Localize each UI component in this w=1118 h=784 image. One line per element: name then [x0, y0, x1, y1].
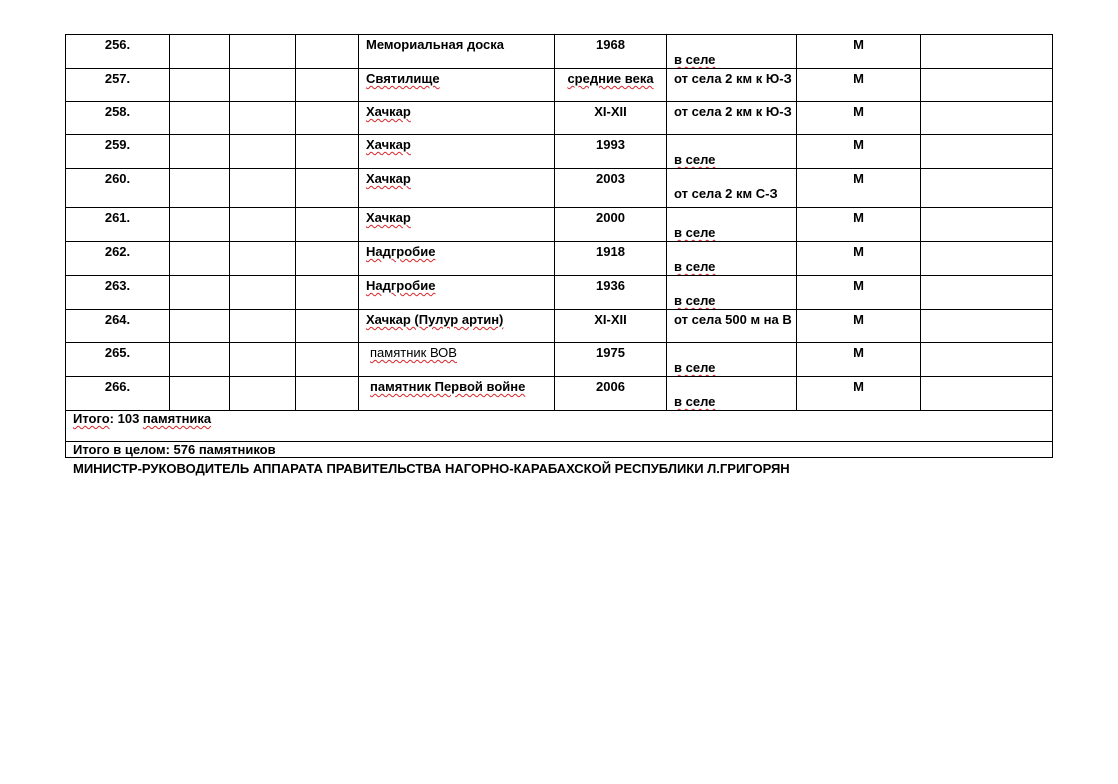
monument-date-text: средние века — [567, 71, 654, 86]
monument-name — [359, 242, 555, 276]
monument-name — [359, 208, 555, 242]
location-text: в селе — [674, 225, 716, 240]
table-row — [66, 69, 1053, 102]
monument-location — [667, 35, 797, 69]
subtotal-row — [66, 411, 1053, 442]
monument-name-text: Святилище — [366, 71, 440, 86]
empty-cell — [921, 69, 1053, 102]
grand-total-label: Итого — [73, 442, 110, 457]
monument-name-text: Хачкар — [366, 171, 411, 186]
row-number: 264. — [66, 310, 170, 343]
monument-date: 1975 — [555, 343, 667, 377]
monument-location — [667, 276, 797, 310]
empty-cell — [170, 377, 230, 411]
monument-name-text: памятник ВОВ — [370, 345, 457, 360]
empty-cell — [296, 35, 359, 69]
empty-cell — [921, 343, 1053, 377]
monument-date: 1968 — [555, 35, 667, 69]
table-row — [66, 35, 1053, 69]
empty-cell — [296, 208, 359, 242]
location-text: в селе — [674, 293, 716, 308]
empty-cell — [296, 242, 359, 276]
monument-location: от села 2 км С-З — [667, 169, 797, 208]
monument-name-text: памятник Первой войне — [370, 379, 526, 394]
monument-name — [359, 135, 555, 169]
monument-category: М — [797, 276, 921, 310]
monument-name — [359, 343, 555, 377]
table-row — [66, 343, 1053, 377]
empty-cell — [230, 310, 296, 343]
location-text: в селе — [674, 259, 716, 274]
empty-cell — [230, 276, 296, 310]
subtotal-unit: памятника — [142, 411, 212, 426]
monument-category: М — [797, 102, 921, 135]
monument-name — [359, 310, 555, 343]
grand-total-cell — [66, 442, 1053, 458]
empty-cell — [170, 310, 230, 343]
grand-total-row — [66, 442, 1053, 458]
empty-cell — [921, 276, 1053, 310]
table-row — [66, 377, 1053, 411]
empty-cell — [921, 35, 1053, 69]
monument-location: от села 2 км к Ю-З — [667, 69, 797, 102]
location-text: в селе — [674, 394, 716, 409]
monument-name-text: Мемориальная доска — [366, 37, 504, 52]
monument-category: М — [797, 169, 921, 208]
monument-name — [359, 69, 555, 102]
monument-date: 1918 — [555, 242, 667, 276]
monument-name-text: Хачкар — [366, 137, 411, 152]
empty-cell — [230, 135, 296, 169]
empty-cell — [230, 377, 296, 411]
table-row — [66, 276, 1053, 310]
row-number: 262. — [66, 242, 170, 276]
empty-cell — [230, 208, 296, 242]
monument-name — [359, 35, 555, 69]
empty-cell — [170, 276, 230, 310]
monument-category: М — [797, 343, 921, 377]
monument-location: от села 500 м на В — [667, 310, 797, 343]
empty-cell — [170, 169, 230, 208]
empty-cell — [230, 69, 296, 102]
location-text: в селе — [674, 52, 716, 67]
monument-date: 1936 — [555, 276, 667, 310]
table-row — [66, 310, 1053, 343]
monument-location — [667, 208, 797, 242]
monument-location — [667, 343, 797, 377]
monument-name — [359, 169, 555, 208]
empty-cell — [921, 102, 1053, 135]
empty-cell — [170, 208, 230, 242]
empty-cell — [921, 169, 1053, 208]
row-number: 256. — [66, 35, 170, 69]
row-number: 260. — [66, 169, 170, 208]
monument-name-text: Надгробие — [366, 244, 436, 259]
table-row — [66, 135, 1053, 169]
empty-cell — [230, 35, 296, 69]
row-number: 258. — [66, 102, 170, 135]
empty-cell — [170, 102, 230, 135]
monument-date: 2003 — [555, 169, 667, 208]
grand-total-unit: памятников — [198, 442, 276, 457]
monument-category: М — [797, 377, 921, 411]
monument-name-text: Хачкар (Пулур артин) — [366, 312, 504, 327]
grand-total-value: в целом: 576 — [109, 442, 199, 457]
monument-name-text: Надгробие — [366, 278, 436, 293]
location-text: в селе — [674, 360, 716, 375]
empty-cell — [230, 169, 296, 208]
empty-cell — [921, 242, 1053, 276]
monument-category: М — [797, 35, 921, 69]
row-number: 263. — [66, 276, 170, 310]
monument-date: 1993 — [555, 135, 667, 169]
monument-name-text: Хачкар — [366, 104, 411, 119]
monument-name — [359, 276, 555, 310]
empty-cell — [296, 102, 359, 135]
row-number: 266. — [66, 377, 170, 411]
empty-cell — [296, 276, 359, 310]
empty-cell — [230, 343, 296, 377]
table-row — [66, 208, 1053, 242]
empty-cell — [921, 310, 1053, 343]
monument-name — [359, 377, 555, 411]
empty-cell — [296, 135, 359, 169]
empty-cell — [230, 242, 296, 276]
empty-cell — [170, 242, 230, 276]
subtotal-value: : 103 — [109, 411, 143, 426]
monument-date: 2006 — [555, 377, 667, 411]
monument-date: XI-XII — [555, 102, 667, 135]
empty-cell — [296, 169, 359, 208]
empty-cell — [170, 69, 230, 102]
monument-location — [667, 135, 797, 169]
empty-cell — [170, 343, 230, 377]
monument-location — [667, 377, 797, 411]
row-number: 265. — [66, 343, 170, 377]
empty-cell — [170, 35, 230, 69]
empty-cell — [170, 135, 230, 169]
empty-cell — [921, 208, 1053, 242]
table-row — [66, 242, 1053, 276]
row-number: 257. — [66, 69, 170, 102]
monument-category: М — [797, 310, 921, 343]
monument-category: М — [797, 242, 921, 276]
empty-cell — [296, 343, 359, 377]
monument-category: М — [797, 208, 921, 242]
table-row — [66, 169, 1053, 208]
empty-cell — [921, 135, 1053, 169]
empty-cell — [296, 377, 359, 411]
location-text: в селе — [674, 152, 716, 167]
empty-cell — [230, 102, 296, 135]
monuments-table — [65, 34, 1053, 458]
empty-cell — [296, 69, 359, 102]
monument-date: XI-XII — [555, 310, 667, 343]
empty-cell — [296, 310, 359, 343]
row-number: 261. — [66, 208, 170, 242]
subtotal-cell — [66, 411, 1053, 442]
monument-date — [555, 69, 667, 102]
monument-category: М — [797, 135, 921, 169]
monument-date: 2000 — [555, 208, 667, 242]
empty-cell — [921, 377, 1053, 411]
monument-category: М — [797, 69, 921, 102]
subtotal-label: Итого — [73, 411, 110, 426]
row-number: 259. — [66, 135, 170, 169]
table-row — [66, 102, 1053, 135]
monument-location: от села 2 км к Ю-З — [667, 102, 797, 135]
monument-name — [359, 102, 555, 135]
monument-name-text: Хачкар — [366, 210, 411, 225]
monument-location — [667, 242, 797, 276]
signature-line: МИНИСТР-РУКОВОДИТЕЛЬ АППАРАТА ПРАВИТЕЛЬСТВА НАГОРНО-КАРАБАХСКОЙ РЕСПУБЛИКИ Л.ГРИГОРЯН — [73, 461, 790, 476]
